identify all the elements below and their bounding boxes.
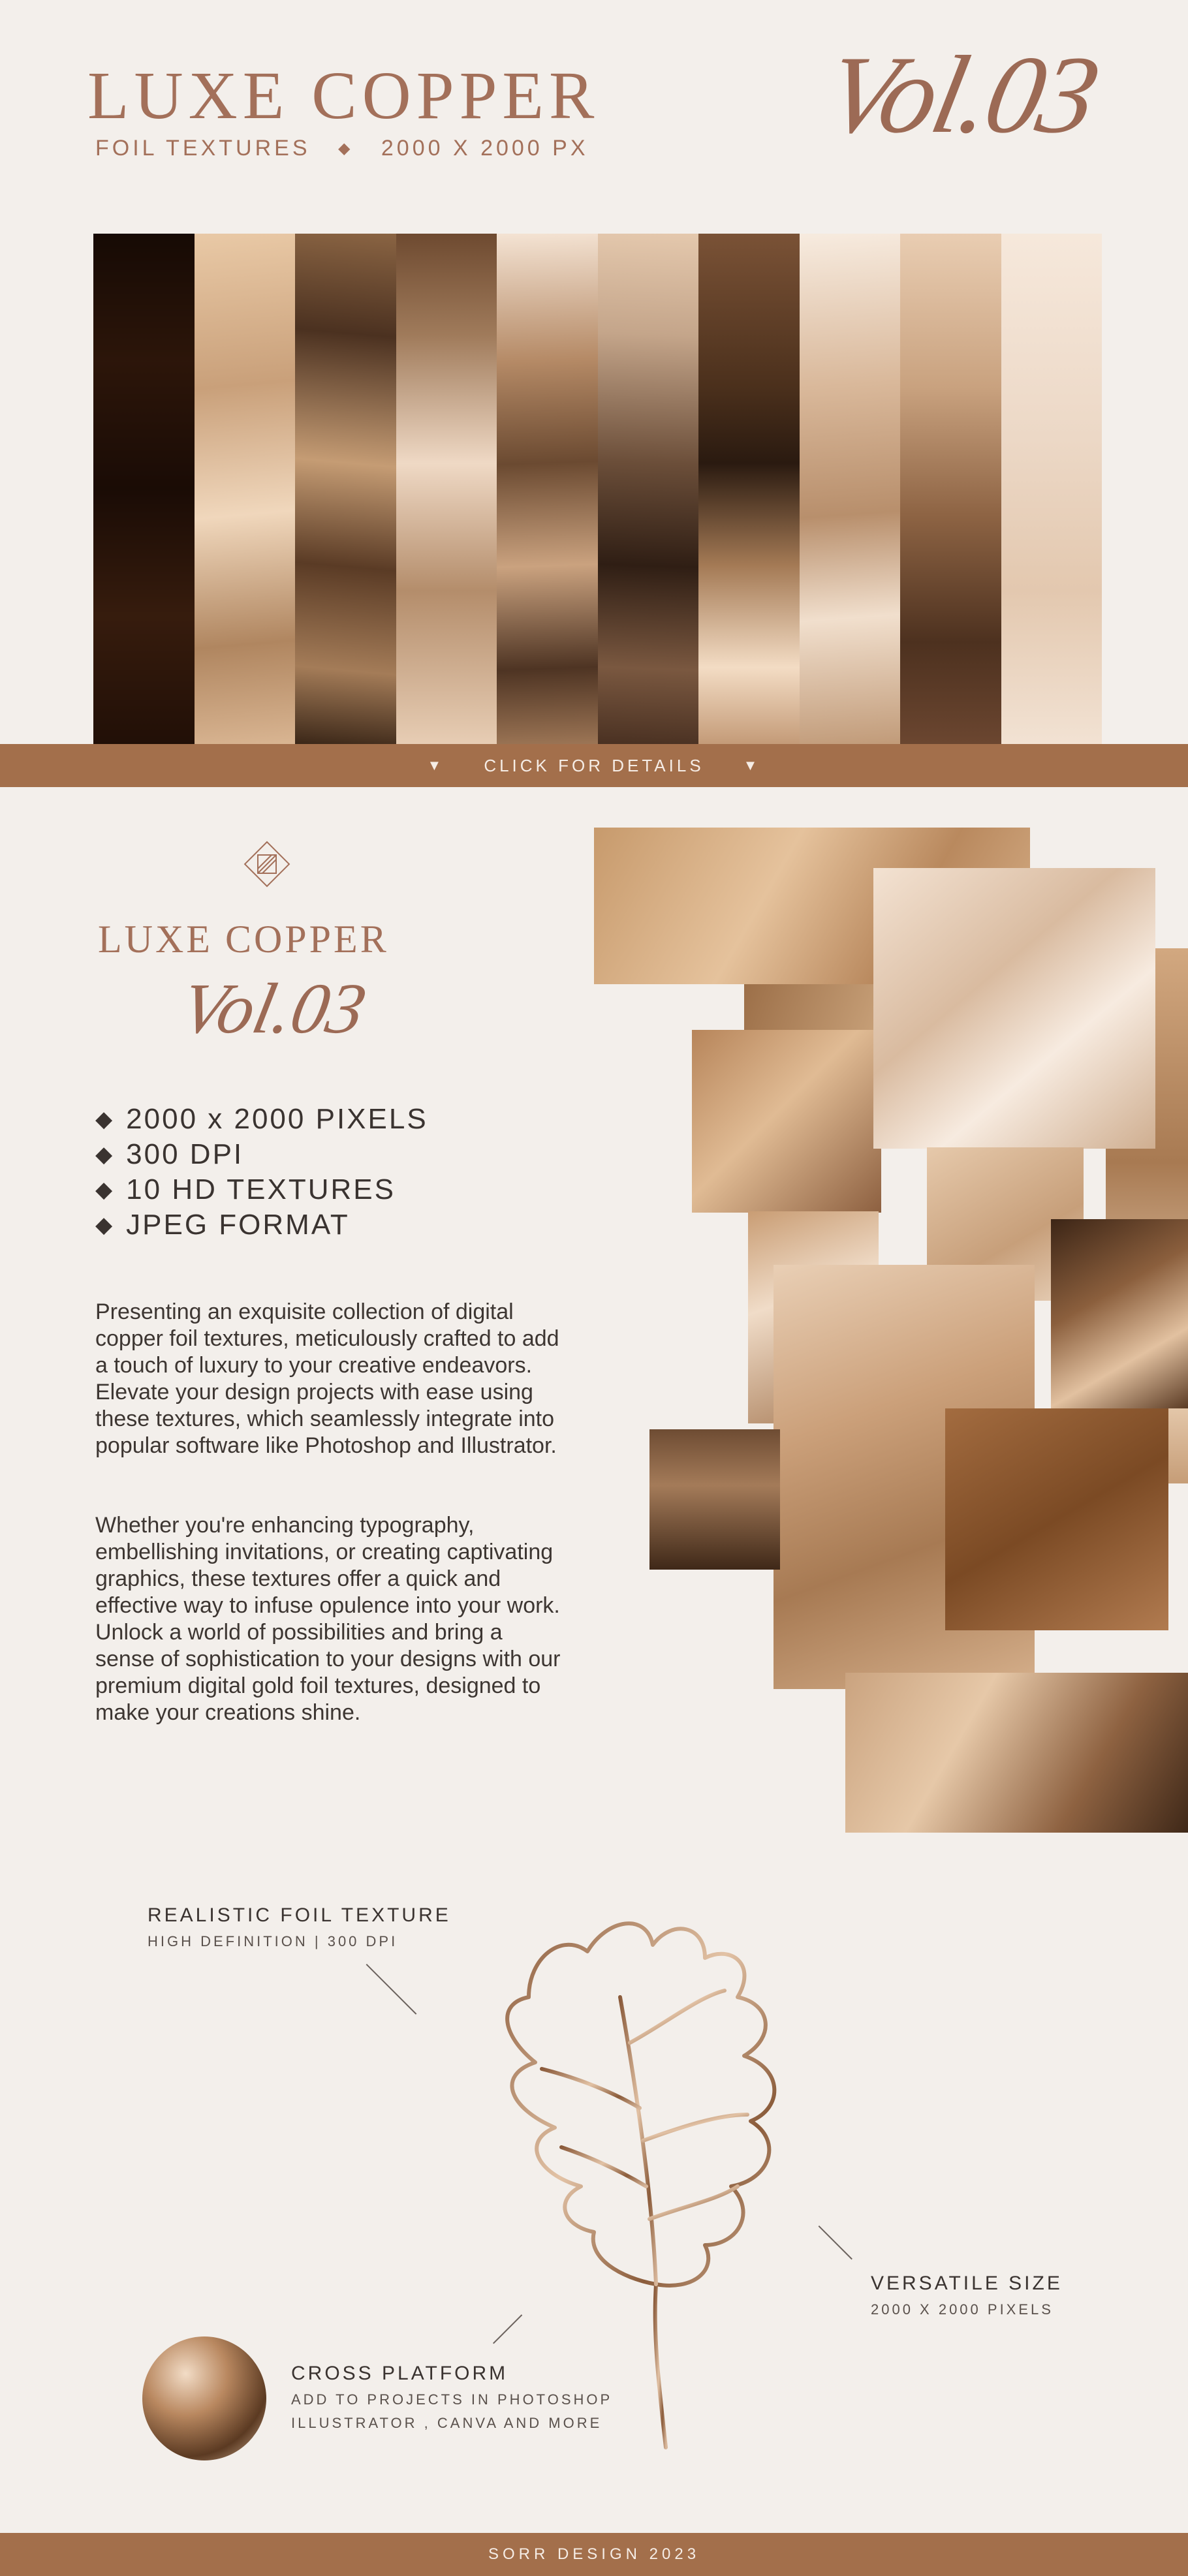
product-title: LUXE COPPER: [98, 918, 389, 961]
volume-script: Vol.03: [816, 33, 1107, 156]
texture-collage: [594, 828, 1188, 1833]
feature-title: REALISTIC FOIL TEXTURE: [148, 1904, 451, 1926]
footer-label: SORR DESIGN 2023: [488, 2545, 700, 2563]
diamond-bullet-icon: ◆: [95, 1107, 115, 1132]
diamond-bullet-icon: ◆: [95, 1142, 115, 1167]
spec-item: [95, 1102, 428, 1137]
page-title: LUXE COPPER: [87, 58, 600, 133]
details-banner[interactable]: [0, 744, 1188, 787]
texture-strip: [195, 234, 296, 744]
texture-tile: [692, 1030, 881, 1213]
feature-sub: ILLUSTRATOR , CANVA AND MORE: [291, 2415, 602, 2431]
feature-sub: ADD TO PROJECTS IN PHOTOSHOP: [291, 2391, 613, 2408]
texture-strips: [93, 234, 1102, 744]
spec-text: JPEG FORMAT: [126, 1209, 350, 1241]
spec-item: [95, 1207, 428, 1243]
feature-sub: HIGH DEFINITION | 300 DPI: [148, 1933, 398, 1949]
feature-sub: 2000 X 2000 PIXELS: [871, 2301, 1054, 2318]
subtitle: [95, 136, 589, 161]
spec-text: 2000 x 2000 PIXELS: [126, 1103, 428, 1135]
arrow-down-icon: ▼: [427, 757, 445, 773]
texture-tile: [873, 868, 1155, 1149]
feature-versatile: [871, 2273, 1063, 2318]
description-paragraph-2: Whether you're enhancing typography, embellishing invitations, or creating captivating graphics, these textures offer a quick and effective way to infuse opulence into your work. Unlock a world of possibilities and bring a sense of sophistication to your designs with our premium digital gold foil textures, designed to make your creations shine.: [95, 1513, 561, 1725]
texture-tile: [945, 1408, 1168, 1630]
diamond-icon: ◆: [337, 140, 354, 157]
texture-strip: [800, 234, 901, 744]
feature-title: CROSS PLATFORM: [291, 2363, 508, 2384]
pointer-line: [366, 1964, 417, 2015]
pointer-line: [819, 2226, 852, 2259]
texture-strip: [497, 234, 598, 744]
diamond-bullet-icon: ◆: [95, 1177, 115, 1202]
details-label: CLICK FOR DETAILS: [484, 755, 704, 775]
spec-text: 10 HD TEXTURES: [126, 1173, 396, 1205]
spec-item: [95, 1172, 428, 1207]
subtitle-size: 2000 X 2000 PX: [381, 136, 589, 161]
product-volume-script: Vol.03: [174, 969, 373, 1048]
description-paragraph-1: Presenting an exquisite collection of digital copper foil textures, meticulously crafted to add a touch of luxury to your creative endeavors. Elevate your design projects with ease using these textures, which seamlessly integrate into popular software like Photoshop and Illustrator.: [95, 1299, 559, 1458]
texture-strip: [1001, 234, 1102, 744]
texture-strip: [900, 234, 1001, 744]
footer: [0, 2533, 1188, 2576]
spec-list: [95, 1102, 428, 1243]
arrow-down-icon: ▼: [743, 757, 761, 773]
spec-item: [95, 1137, 428, 1172]
spec-text: 300 DPI: [126, 1138, 244, 1170]
texture-tile: [1051, 1219, 1188, 1408]
brand-logo-icon: [238, 835, 296, 893]
texture-strip: [598, 234, 699, 744]
texture-tile: [649, 1429, 780, 1570]
texture-swatch-circle: [142, 2336, 266, 2460]
feature-title: VERSATILE SIZE: [871, 2273, 1063, 2294]
feature-realistic: [148, 1904, 451, 1950]
texture-strip: [295, 234, 396, 744]
texture-strip: [93, 234, 195, 744]
texture-strip: [396, 234, 497, 744]
diamond-bullet-icon: ◆: [95, 1213, 115, 1237]
subtitle-product-type: FOIL TEXTURES: [95, 136, 311, 161]
oak-leaf-icon: [457, 1893, 822, 2467]
texture-tile: [845, 1673, 1188, 1833]
texture-strip: [698, 234, 800, 744]
